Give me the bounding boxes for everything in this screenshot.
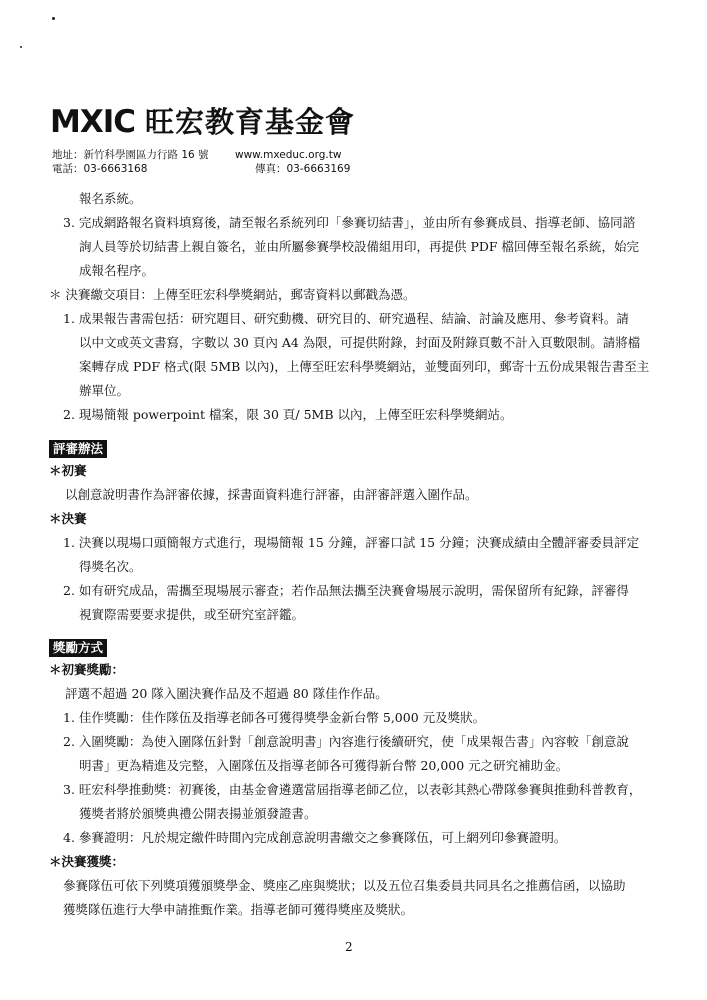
contact-left — [52, 148, 209, 176]
subheading: ＊初賽獎勵： — [49, 662, 125, 677]
text-line: 獲獎者將於頒獎典禮公開表揚並頒發證書。 — [79, 806, 317, 821]
text-line: 1. 佳作獎勵：佳作隊伍及指導老師各可獲得獎學金新台幣 5,000 元及獎狀。 — [63, 710, 486, 725]
text-line: 1. 決賽以現場口頭簡報方式進行，現場簡報 15 分鐘，評審口試 15 分鐘；決賽成績由全體評審委員評定 — [63, 535, 640, 550]
subheading: ＊決賽 — [49, 511, 87, 526]
text-line: 參賽隊伍可依下列獎項獲頒獎學金、獎座乙座與獎狀；以及五位召集委員共同具名之推薦信函，以協助 — [63, 878, 626, 893]
phone: 電話：03-6663168 — [52, 163, 148, 175]
mxic-logo-mark: MXIC — [50, 104, 136, 140]
text-line: 4. 參賽證明：凡於規定繳件時間內完成創意說明書繳交之參賽隊伍，可上網列印參賽證明。 — [63, 830, 567, 845]
subheading: ＊初賽 — [49, 463, 87, 478]
text-line: 成報名程序。 — [79, 263, 155, 278]
text-line: 詢人員等於切結書上親自簽名，並由所屬參賽學校設備組用印，再提供 PDF 檔回傳至報名系統，始完 — [79, 239, 640, 254]
text-line: 評選不超過 20 隊入圍決賽作品及不超過 80 隊佳作作品。 — [65, 686, 388, 701]
foundation-name: 旺宏教育基金會 — [145, 105, 356, 139]
text-line: 3. 完成網路報名資料填寫後，請至報名系統列印「參賽切結書」，並由所有參賽成員、指導老師、協同諮 — [63, 215, 636, 230]
section-label-awards: 獎勵方式 — [49, 639, 107, 657]
text-line: 以創意說明書作為評審依據，採書面資料進行評審，由評審評選入圍作品。 — [65, 487, 478, 502]
text-line: 2. 如有研究成品，需攜至現場展示審查；若作品無法攜至決賽會場展示說明，需保留所有紀錄，評審得 — [63, 583, 629, 598]
scan-speck — [52, 17, 55, 20]
text-line: 明書」更為精進及完整，入圍隊伍及指導老師各可獲得新台幣 20,000 元之研究補助金。 — [79, 758, 569, 773]
text-line: 2. 入圍獎勵：為使入圍隊伍針對「創意說明書」內容進行後續研究，使「成果報告書」內容較「創意說 — [63, 734, 629, 749]
letterhead-logo — [50, 100, 355, 144]
text-line: 得獎名次。 — [79, 559, 142, 574]
website: www.mxeduc.org.tw — [235, 149, 342, 161]
text-line: ＊ 決賽繳交項目：上傳至旺宏科學獎網站，郵寄資料以郵戳為憑。 — [49, 287, 416, 302]
text-line: 報名系統。 — [79, 191, 142, 206]
text-line: 2. 現場簡報 powerpoint 檔案，限 30 頁/ 5MB 以內，上傳至旺宏科學獎網站。 — [63, 407, 513, 422]
text-line: 1. 成果報告書需包括：研究題目、研究動機、研究目的、研究過程、結論、討論及應用、參考資料。請 — [63, 311, 629, 326]
section-label-judging: 評審辦法 — [49, 440, 107, 458]
scan-speck — [20, 46, 22, 48]
address: 地址：新竹科學園區力行路 16 號 — [52, 149, 209, 161]
text-line: 獲獎隊伍進行大學申請推甄作業。指導老師可獲得獎座及獎狀。 — [63, 902, 414, 917]
text-line: 視實際需要要求提供，或至研究室評鑑。 — [79, 607, 305, 622]
text-line: 以中文或英文書寫，字數以 30 頁內 A4 為限，可提供附錄，封面及附錄頁數不計入頁數限制。請將檔 — [79, 335, 641, 350]
text-line: 辦單位。 — [79, 383, 130, 398]
contact-right — [235, 148, 350, 176]
fax: 傳真：03-6663169 — [255, 163, 351, 175]
text-line: 案轉存成 PDF 格式(限 5MB 以內)，上傳至旺宏科學獎網站，並雙面列印，郵寄十五份成果報告書至主 — [79, 359, 650, 374]
subheading: ＊決賽獲獎： — [49, 854, 125, 869]
page-number: 2 — [345, 940, 353, 954]
text-line: 3. 旺宏科學推動獎：初賽後，由基金會遴選當屆指導老師乙位，以表彰其熱心帶隊參賽與推動科普教育， — [63, 782, 642, 797]
